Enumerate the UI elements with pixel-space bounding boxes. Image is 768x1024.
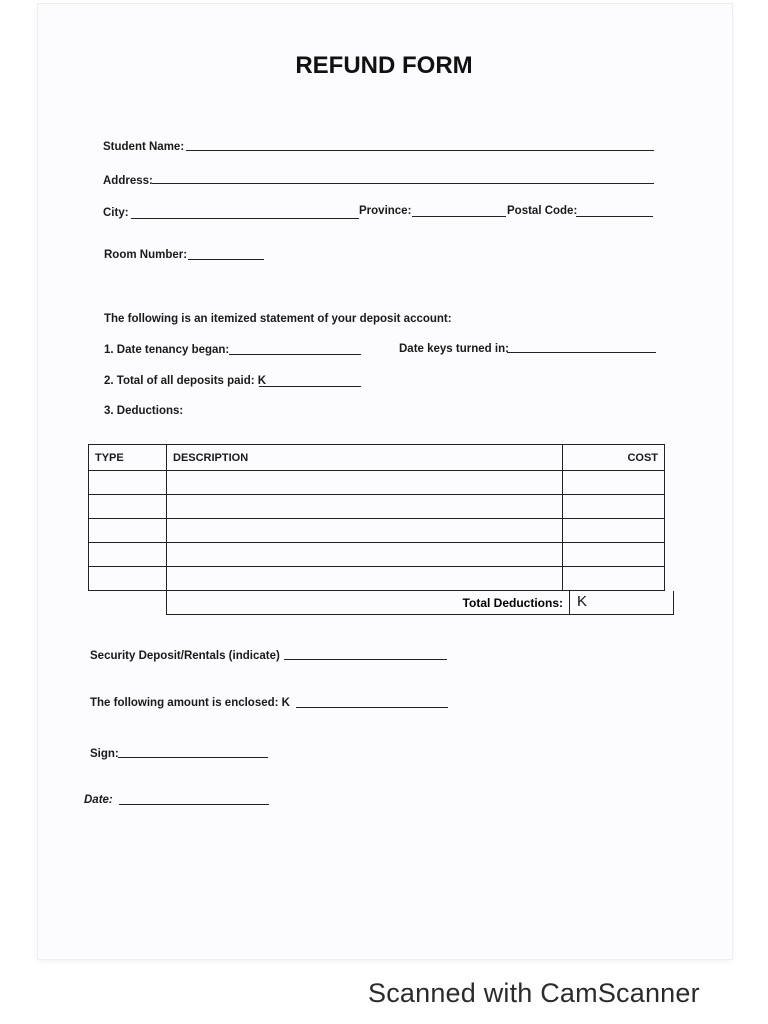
signature-field[interactable] bbox=[118, 757, 268, 758]
security-deposit-field[interactable] bbox=[284, 659, 447, 660]
student-name-field[interactable] bbox=[186, 150, 654, 151]
deductions-table bbox=[88, 444, 665, 591]
room-number-label: Room Number: bbox=[104, 249, 188, 261]
student-name-label: Student Name: bbox=[103, 141, 185, 153]
enclosed-amount-field[interactable] bbox=[296, 707, 448, 708]
type-cell[interactable] bbox=[89, 567, 167, 591]
cost-cell[interactable] bbox=[563, 567, 665, 591]
statement-intro: The following is an itemized statement of your deposit account: bbox=[104, 313, 452, 325]
type-cell[interactable] bbox=[89, 519, 167, 543]
type-header: TYPE bbox=[89, 445, 167, 471]
deposits-field[interactable] bbox=[259, 386, 361, 387]
form-title: REFUND FORM bbox=[295, 52, 473, 79]
city-label: City: bbox=[103, 207, 129, 219]
address-label: Address: bbox=[103, 175, 153, 187]
cost-header: COST bbox=[563, 445, 665, 471]
keys-label: Date keys turned in: bbox=[399, 343, 509, 355]
table-header-row bbox=[89, 445, 665, 471]
total-separator bbox=[569, 591, 570, 614]
type-cell[interactable] bbox=[89, 471, 167, 495]
description-cell[interactable] bbox=[167, 471, 563, 495]
room-number-field[interactable] bbox=[188, 259, 264, 260]
table-row[interactable] bbox=[89, 519, 665, 543]
description-header: DESCRIPTION bbox=[167, 445, 563, 471]
date-field[interactable] bbox=[119, 804, 269, 805]
table-row[interactable] bbox=[89, 495, 665, 519]
description-cell[interactable] bbox=[167, 543, 563, 567]
type-cell[interactable] bbox=[89, 495, 167, 519]
postal-code-label: Postal Code: bbox=[507, 205, 578, 217]
description-cell[interactable] bbox=[167, 519, 563, 543]
sign-label: Sign: bbox=[90, 748, 119, 760]
keys-date-field[interactable] bbox=[507, 352, 656, 353]
date-label: Date: bbox=[84, 794, 113, 806]
description-cell[interactable] bbox=[167, 495, 563, 519]
deductions-label: 3. Deductions: bbox=[104, 405, 184, 417]
province-field[interactable] bbox=[412, 216, 506, 217]
tenancy-label: 1. Date tenancy began: bbox=[104, 344, 230, 356]
city-field[interactable] bbox=[131, 218, 359, 219]
deposits-label: 2. Total of all deposits paid: K bbox=[104, 375, 267, 387]
cost-cell[interactable] bbox=[563, 495, 665, 519]
total-deductions-label: Total Deductions: bbox=[462, 596, 563, 610]
address-field[interactable] bbox=[152, 183, 654, 184]
total-deductions-row bbox=[166, 591, 674, 615]
cost-cell[interactable] bbox=[563, 519, 665, 543]
total-deductions-value[interactable]: K bbox=[577, 593, 588, 610]
table-row[interactable] bbox=[89, 543, 665, 567]
enclosed-label: The following amount is enclosed: K bbox=[90, 697, 290, 709]
table-row[interactable] bbox=[89, 567, 665, 591]
type-cell[interactable] bbox=[89, 543, 167, 567]
cost-cell[interactable] bbox=[563, 471, 665, 495]
camscanner-watermark: Scanned with CamScanner bbox=[368, 978, 700, 1008]
tenancy-date-field[interactable] bbox=[229, 354, 361, 355]
cost-cell[interactable] bbox=[563, 543, 665, 567]
security-deposit-label: Security Deposit/Rentals (indicate) bbox=[90, 650, 280, 662]
table-row[interactable] bbox=[89, 471, 665, 495]
postal-code-field[interactable] bbox=[576, 216, 653, 217]
description-cell[interactable] bbox=[167, 567, 563, 591]
province-label: Province: bbox=[359, 205, 412, 217]
